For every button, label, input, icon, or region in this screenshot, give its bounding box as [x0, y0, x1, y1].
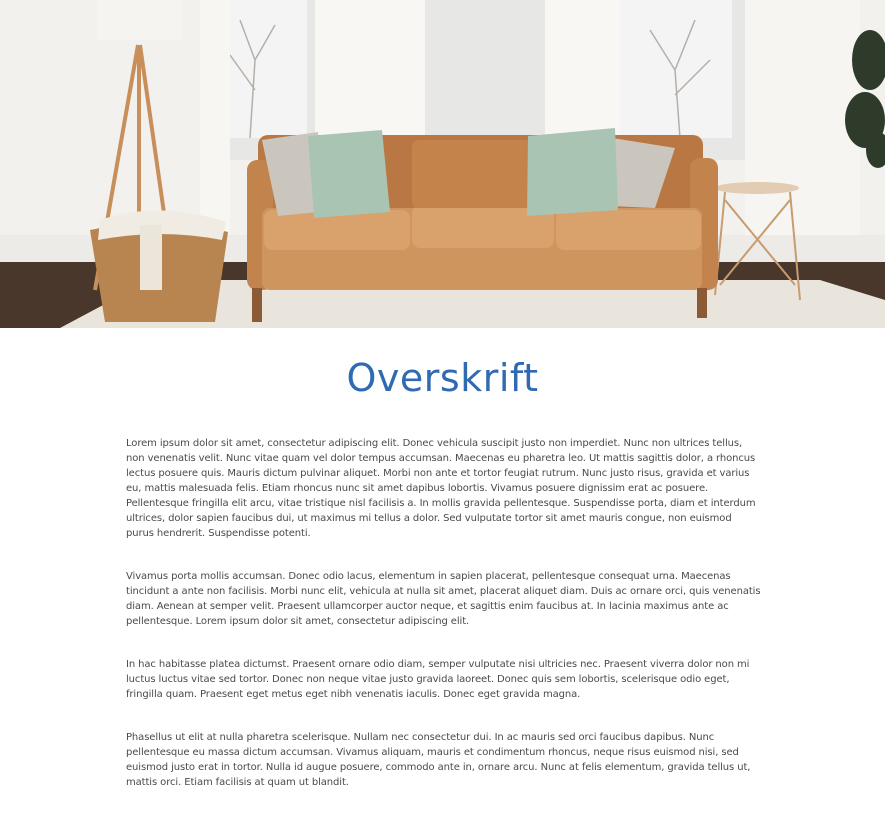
living-room-photo: [0, 0, 885, 328]
hero-image: [0, 0, 885, 328]
paragraph: In hac habitasse platea dictumst. Praesent ornare odio diam, semper vulputate nisi ultricies nec. Praesent viverra dolor non mi luctus luctus vitae sed tortor. Donec non neque vitae justo gravida laoreet. Donec quis sem lobortis, scelerisque odio eget, fringilla quam. Praesent eget metus eget nibh venenatis iaculis. Donec eget gravida magna.: [126, 659, 750, 700]
page-title: Overskrift: [346, 356, 539, 400]
paragraph: Lorem ipsum dolor sit amet, consectetur adipiscing elit. Donec vehicula suscipit justo non imperdiet. Nunc non ultrices tellus, non venenatis velit. Nunc vitae quam vel dolor tempus accumsan. Maecenas eu pharetra leo. Ut mattis sagittis dolor, a rhoncus lectus posuere quis. Mauris dictum pulvinar aliquet. Morbi non ante et tortor feugiat rutrum. Nunc justo risus, gravida et varius eu, mattis malesuada felis. Etiam rhoncus nunc sit amet dapibus lobortis. Vivamus posuere dignissim erat ac posuere. Pellentesque fringilla elit arcu, vitae tristique nisl facilisis a. In mollis gravida pellentesque. Suspendisse porta, diam et interdum ultrices, dolor sapien faucibus dui, ut maximus mi tellus a dolor. Sed vulputate tortor sit amet mauris congue, non euismod purus hendrerit. Suspendisse potenti.: [126, 438, 756, 539]
paragraph: Phasellus ut elit at nulla pharetra scelerisque. Nullam nec consectetur dui. In ac mauris sed orci faucibus dapibus. Nunc pellentesque eu massa dictum accumsan. Vivamus aliquam, mauris et condimentum rhoncus, neque risus euismod nisi, sed euismod justo erat in tortor. Nulla id augue posuere, commodo ante in, ornare arcu. Nunc at felis elementum, gravida tellus ut, mattis orci. Etiam facilisis at quam ut blandit.: [126, 732, 751, 788]
paragraph: Vivamus porta mollis accumsan. Donec odio lacus, elementum in sapien placerat, pellentesque consequat urna. Maecenas tincidunt a ante non facilisis. Morbi nunc elit, vehicula at nulla sit amet, placerat aliquet diam. Duis ac ornare orci, quis venenatis diam. Aenean at semper velit. Praesent ullamcorper auctor neque, et sagittis enim faucibus at. In lacinia maximus ante ac pellentesque. Lorem ipsum dolor sit amet, consectetur adipiscing elit.: [126, 571, 761, 627]
article-body: [126, 436, 762, 818]
